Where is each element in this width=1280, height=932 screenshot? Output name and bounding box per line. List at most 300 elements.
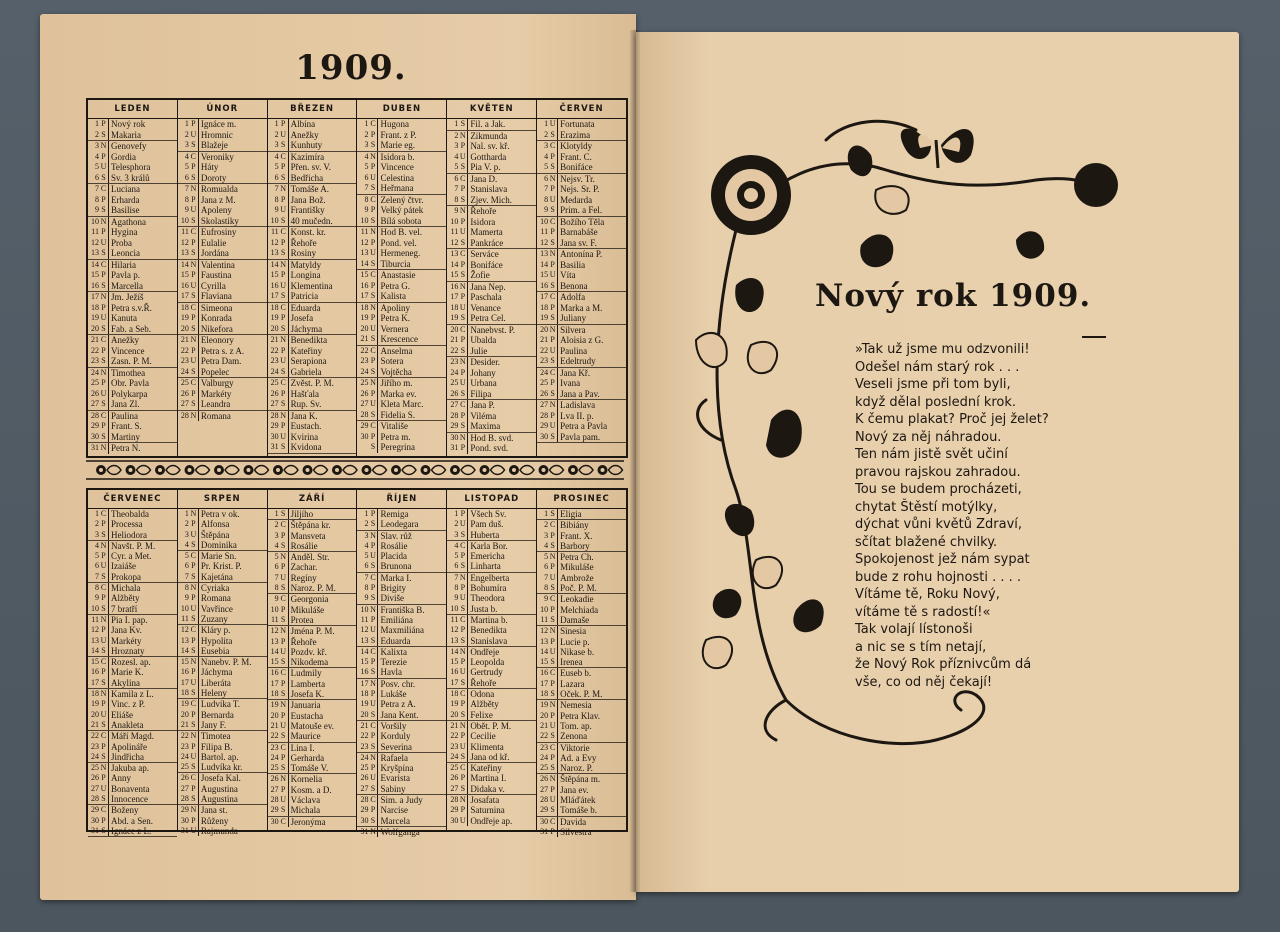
- day-number: 7: [544, 184, 549, 193]
- day-number: 1: [184, 509, 189, 518]
- poem-line: K čemu plakat? Proč jej želet?: [855, 412, 1049, 427]
- saint-name: Ivana: [560, 378, 581, 388]
- weekday-letter: U: [458, 667, 468, 677]
- month-column: [447, 490, 537, 830]
- day-row: [268, 205, 357, 216]
- weekday-letter: S: [99, 646, 109, 656]
- saint-name: Lamberta: [290, 678, 326, 689]
- saint-name: Navšt. P. M.: [111, 540, 156, 551]
- day-number: 14: [540, 259, 549, 269]
- weekday-letter: S: [279, 173, 289, 184]
- day-number: 20: [180, 323, 189, 333]
- day-number: 15: [270, 657, 279, 667]
- day-row: [88, 303, 177, 314]
- weekday-letter: C: [548, 368, 558, 379]
- weekday-letter: P: [189, 667, 199, 677]
- weekday-letter: C: [279, 227, 289, 238]
- saint-name: Jana Bož.: [290, 194, 326, 205]
- saint-name: Pam duš.: [470, 519, 504, 530]
- day-number: 10: [180, 603, 189, 613]
- day-number: 18: [270, 302, 279, 312]
- day-row: [537, 238, 626, 250]
- month-column: [178, 100, 268, 456]
- day-number: 12: [450, 625, 459, 635]
- day-row: [357, 152, 446, 163]
- day-number: 3: [274, 530, 279, 540]
- day-row: [178, 646, 267, 657]
- weekday-letter: P: [189, 519, 199, 529]
- weekday-letter: P: [368, 615, 378, 625]
- day-number: 29: [270, 805, 279, 815]
- weekday-letter: S: [368, 259, 378, 270]
- day-row: [357, 710, 446, 721]
- weekday-letter: P: [189, 119, 199, 130]
- weekday-letter: N: [99, 292, 109, 303]
- saint-name: Lucie p.: [560, 636, 590, 647]
- day-number: 23: [540, 742, 549, 752]
- weekday-letter: P: [279, 389, 289, 400]
- day-row: [178, 238, 267, 249]
- day-number: 5: [544, 162, 549, 171]
- saint-name: Remiga: [380, 509, 409, 519]
- day-number: 22: [450, 345, 459, 355]
- weekday-letter: P: [368, 205, 378, 216]
- poem-text: [855, 341, 1145, 691]
- day-row: [88, 119, 177, 130]
- day-number: 13: [180, 248, 189, 257]
- day-number: 14: [540, 646, 549, 656]
- day-row: [268, 335, 357, 346]
- saint-name: Jiljího: [290, 509, 314, 519]
- weekday-letter: S: [99, 572, 109, 582]
- weekday-letter: U: [458, 519, 468, 529]
- day-number: 18: [450, 689, 459, 699]
- day-row: [357, 432, 446, 443]
- day-number: 6: [544, 173, 549, 183]
- saint-name: Benedikta: [470, 625, 507, 636]
- weekday-letter: P: [279, 605, 289, 615]
- day-row: [268, 324, 357, 336]
- saint-name: Telesphora: [111, 162, 151, 172]
- day-number: 13: [450, 635, 459, 645]
- saint-name: Voršily: [380, 720, 407, 731]
- day-number: 15: [360, 270, 369, 279]
- day-row: [178, 324, 267, 336]
- day-number: 1: [544, 119, 549, 128]
- weekday-letter: P: [548, 303, 558, 314]
- day-number: 18: [360, 689, 369, 699]
- day-row: [88, 551, 177, 561]
- saint-name: Bibiány: [560, 520, 589, 531]
- day-row: [537, 335, 626, 346]
- saint-name: Jiřího m.: [380, 378, 413, 388]
- day-row: [447, 615, 536, 625]
- saint-name: Jana Kent.: [380, 709, 419, 720]
- day-number: 18: [91, 689, 99, 699]
- saint-name: Maxima: [470, 421, 501, 431]
- day-row: [268, 700, 357, 710]
- weekday-letter: S: [279, 657, 289, 667]
- day-row: [178, 625, 267, 635]
- saint-name: Naroz. P. M.: [290, 583, 336, 594]
- weekday-letter: S: [458, 678, 468, 688]
- day-row: [447, 389, 536, 401]
- saint-name: Silvera: [560, 324, 586, 335]
- weekday-letter: P: [279, 785, 289, 795]
- day-row: [447, 325, 536, 336]
- weekday-letter: S: [189, 140, 199, 151]
- day-row: [447, 346, 536, 358]
- day-number: 25: [270, 763, 279, 773]
- day-row: [447, 816, 536, 826]
- saint-name: Štěpána kr.: [290, 520, 331, 531]
- day-row: [178, 173, 267, 185]
- poem-line: Ten nám jistě svět učiní: [855, 447, 1008, 462]
- weekday-letter: S: [458, 162, 468, 173]
- day-number: 23: [540, 356, 549, 365]
- weekday-letter: S: [189, 540, 199, 550]
- weekday-letter: S: [99, 248, 109, 259]
- ornament-motif: [126, 465, 151, 475]
- day-number: 7: [95, 184, 99, 193]
- day-number: 7: [184, 184, 189, 193]
- day-number: 12: [180, 237, 189, 247]
- saint-name: Nikefora: [200, 323, 233, 334]
- day-number: 11: [181, 227, 189, 236]
- saint-name: 7 bratří: [111, 603, 138, 614]
- day-number: 22: [450, 731, 459, 741]
- day-row: [88, 667, 177, 677]
- day-row: [357, 615, 446, 625]
- saint-name: Sabiny: [380, 783, 406, 794]
- day-row: [178, 794, 267, 805]
- day-number: 6: [364, 561, 369, 571]
- saint-name: Josefa: [290, 313, 314, 323]
- day-row: [537, 249, 626, 260]
- day-number: 9: [274, 205, 279, 214]
- day-row: [268, 399, 357, 411]
- weekday-letter: P: [189, 195, 199, 206]
- day-row: [88, 604, 177, 615]
- saint-name: Paulina: [111, 410, 138, 421]
- weekday-letter: P: [99, 195, 109, 206]
- day-number: 25: [180, 762, 189, 772]
- saint-name: Akylina: [111, 677, 140, 688]
- day-row: [88, 636, 177, 646]
- saint-name: Regíny: [290, 572, 317, 583]
- day-row: [178, 509, 267, 519]
- weekday-letter: S: [368, 291, 378, 302]
- day-number: 7: [364, 572, 369, 582]
- day-number: 9: [454, 206, 459, 215]
- weekday-letter: P: [458, 292, 468, 303]
- weekday-letter: S: [279, 509, 289, 519]
- day-row: [447, 433, 536, 444]
- day-number: 21: [450, 335, 459, 344]
- saint-name: Eufrosiny: [200, 227, 237, 237]
- weekday-letter: P: [279, 679, 289, 689]
- day-row: [537, 562, 626, 572]
- weekday-letter: C: [548, 520, 558, 530]
- saint-name: Justa b.: [470, 603, 498, 614]
- day-number: 24: [360, 366, 369, 376]
- saint-name: Řehoře: [290, 237, 317, 248]
- day-row: [88, 443, 177, 454]
- weekday-letter: S: [548, 689, 558, 699]
- day-row: [268, 442, 357, 454]
- day-row: [88, 217, 177, 228]
- saint-name: Apolináře: [111, 741, 147, 752]
- weekday-letter: S: [189, 216, 199, 227]
- day-row: [537, 411, 626, 422]
- saint-name: Dominika: [200, 539, 237, 550]
- weekday-letter: N: [279, 774, 289, 784]
- weekday-letter: P: [99, 551, 109, 561]
- day-row: [357, 795, 446, 805]
- weekday-letter: N: [99, 615, 109, 625]
- day-row: [447, 519, 536, 529]
- ornament-motif: [539, 465, 564, 475]
- weekday-letter: C: [99, 411, 109, 422]
- day-number: 6: [274, 172, 279, 182]
- weekday-letter: P: [458, 411, 468, 422]
- weekday-letter: U: [458, 816, 468, 826]
- day-number: 17: [450, 292, 459, 301]
- day-number: 14: [450, 259, 459, 269]
- day-number: 12: [540, 237, 549, 247]
- day-row: [178, 752, 267, 762]
- saint-name: Marie K.: [111, 667, 144, 678]
- weekday-letter: U: [548, 119, 558, 130]
- saint-name: Anežky: [290, 129, 319, 140]
- weekday-letter: U: [189, 281, 199, 292]
- saint-name: Korduly: [380, 731, 411, 742]
- saint-name: Eleonory: [200, 335, 234, 345]
- month-column: [88, 100, 178, 456]
- weekday-letter: N: [368, 303, 378, 314]
- day-row: [357, 784, 446, 795]
- saint-name: Frant. C.: [560, 151, 592, 162]
- day-number: 6: [364, 172, 369, 182]
- saint-name: Makaria: [111, 129, 141, 140]
- saint-name: Hypolita: [200, 635, 233, 646]
- day-row: [88, 689, 177, 699]
- weekday-letter: C: [99, 335, 109, 346]
- day-row: [447, 411, 536, 422]
- day-row: [447, 593, 536, 603]
- day-number: 17: [180, 291, 189, 300]
- day-number: 26: [450, 773, 459, 783]
- day-number: 27: [270, 399, 279, 408]
- weekday-letter: S: [189, 762, 199, 772]
- saint-name: Hugona: [380, 119, 409, 129]
- saint-name: Háty: [200, 162, 219, 172]
- day-number: 31: [270, 442, 279, 451]
- saint-name: Markéty: [111, 635, 142, 646]
- weekday-letter: C: [368, 721, 378, 731]
- weekday-letter: S: [99, 720, 109, 730]
- weekday-letter: S: [279, 442, 289, 453]
- day-number: 21: [270, 720, 279, 730]
- saint-name: Rosálie: [290, 540, 318, 551]
- day-row: [357, 805, 446, 815]
- day-number: 17: [91, 292, 99, 301]
- day-row: [178, 561, 267, 571]
- day-number: 19: [540, 700, 549, 710]
- ornament-motif: [480, 465, 505, 475]
- day-row: [88, 805, 177, 815]
- ornament-motif: [450, 465, 475, 475]
- day-row: [268, 303, 357, 314]
- day-row: [268, 195, 357, 206]
- weekday-letter: U: [99, 636, 109, 646]
- day-number: 25: [450, 378, 459, 387]
- day-number: 1: [274, 119, 279, 128]
- weekday-letter: C: [99, 260, 109, 271]
- saint-name: Všech Sv.: [470, 509, 507, 519]
- day-row: [357, 183, 446, 195]
- weekday-letter: S: [458, 389, 468, 400]
- day-row: [357, 593, 446, 604]
- saint-name: Ad. a Evy: [560, 752, 597, 763]
- day-number: 5: [364, 551, 369, 561]
- day-row: [88, 794, 177, 805]
- saint-name: Jáchyma: [290, 323, 323, 334]
- weekday-letter: P: [99, 593, 109, 603]
- saint-name: Bonaventa: [111, 783, 150, 794]
- ornament-motif: [568, 465, 593, 475]
- day-number: 26: [180, 773, 189, 783]
- day-number: 30: [540, 431, 549, 441]
- saint-name: Proba: [111, 237, 132, 248]
- weekday-letter: S: [279, 763, 289, 773]
- weekday-letter: C: [189, 625, 199, 635]
- poem-line: dýchat vůni květů Zdraví,: [855, 517, 1023, 532]
- day-row: [537, 626, 626, 636]
- weekday-letter: S: [548, 731, 558, 741]
- saint-name: Desider.: [470, 357, 501, 367]
- day-number: 13: [91, 248, 99, 257]
- saint-name: Saturnina: [470, 805, 505, 816]
- weekday-letter: N: [189, 509, 199, 519]
- saint-name: Kamila z L.: [111, 689, 154, 700]
- weekday-letter: S: [458, 604, 468, 614]
- weekday-letter: U: [189, 130, 199, 141]
- saint-name: Alžběty: [470, 699, 499, 710]
- saint-name: Markéty: [200, 388, 232, 399]
- day-number: 22: [540, 345, 549, 355]
- weekday-letter: C: [458, 174, 468, 185]
- weekday-letter: C: [99, 184, 109, 195]
- day-number: 22: [360, 345, 369, 355]
- saint-name: Lva II. p.: [560, 410, 594, 421]
- calendar-year: 1909.: [295, 48, 407, 88]
- day-number: 27: [360, 783, 369, 793]
- saint-name: Kláry p.: [200, 625, 231, 636]
- weekday-letter: U: [368, 399, 378, 410]
- day-number: 11: [450, 614, 459, 624]
- weekday-letter: P: [368, 657, 378, 667]
- day-row: [447, 313, 536, 325]
- day-number: 18: [450, 302, 459, 312]
- day-number: 19: [91, 313, 99, 322]
- day-number: 27: [180, 783, 189, 793]
- day-row: [537, 657, 626, 668]
- weekday-letter: P: [368, 583, 378, 593]
- weekday-letter: N: [189, 657, 199, 667]
- weekday-letter: P: [279, 346, 289, 357]
- day-number: 22: [91, 345, 99, 355]
- day-row: [537, 389, 626, 401]
- day-row: [88, 162, 177, 173]
- day-number: 15: [450, 270, 459, 279]
- saint-name: Kvidona: [290, 442, 322, 452]
- weekday-letter: U: [548, 573, 558, 583]
- weekday-letter: U: [189, 530, 199, 540]
- saint-name: Sinesia: [560, 626, 587, 637]
- day-row: [537, 303, 626, 314]
- saint-name: Apoliny: [380, 302, 410, 313]
- day-number: 12: [91, 237, 99, 247]
- day-row: [88, 541, 177, 551]
- weekday-letter: N: [458, 357, 468, 368]
- weekday-letter: U: [548, 721, 558, 731]
- day-row: [537, 700, 626, 710]
- saint-name: Felixe: [470, 709, 493, 720]
- day-row: [357, 367, 446, 379]
- day-number: 24: [91, 367, 99, 377]
- day-number: 15: [540, 657, 549, 667]
- saint-name: Boženy: [111, 805, 139, 816]
- day-row: [88, 763, 177, 773]
- day-row: [537, 368, 626, 379]
- day-row: [537, 325, 626, 336]
- day-number: 14: [91, 645, 99, 655]
- day-number: 26: [91, 388, 99, 398]
- weekday-letter: N: [458, 795, 468, 805]
- day-row: [178, 805, 267, 815]
- weekday-letter: C: [548, 141, 558, 152]
- saint-name: Engelberta: [470, 572, 510, 583]
- day-row: [88, 731, 177, 741]
- weekday-letter: C: [458, 249, 468, 260]
- weekday-letter: C: [279, 817, 289, 827]
- day-row: [88, 519, 177, 529]
- day-number: 10: [360, 215, 369, 225]
- weekday-letter: S: [99, 752, 109, 762]
- day-number: 10: [91, 216, 99, 226]
- day-row: [447, 184, 536, 195]
- saint-name: Máří Magd.: [111, 731, 154, 742]
- weekday-letter: P: [548, 605, 558, 615]
- day-number: 6: [184, 561, 189, 571]
- saint-name: Pond. vel.: [380, 237, 417, 248]
- weekday-letter: U: [279, 130, 289, 141]
- day-row: [268, 552, 357, 562]
- saint-name: Lina I.: [290, 742, 315, 753]
- weekday-letter: N: [189, 583, 199, 593]
- day-number: 5: [95, 551, 99, 561]
- weekday-letter: S: [368, 367, 378, 378]
- weekday-letter: S: [99, 794, 109, 804]
- weekday-letter: U: [279, 795, 289, 805]
- weekday-letter: S: [99, 399, 109, 410]
- weekday-letter: S: [189, 720, 199, 730]
- day-number: 10: [360, 604, 369, 614]
- weekday-letter: C: [368, 270, 378, 281]
- saint-name: Rosiny: [290, 248, 317, 258]
- day-number: 10: [450, 603, 459, 613]
